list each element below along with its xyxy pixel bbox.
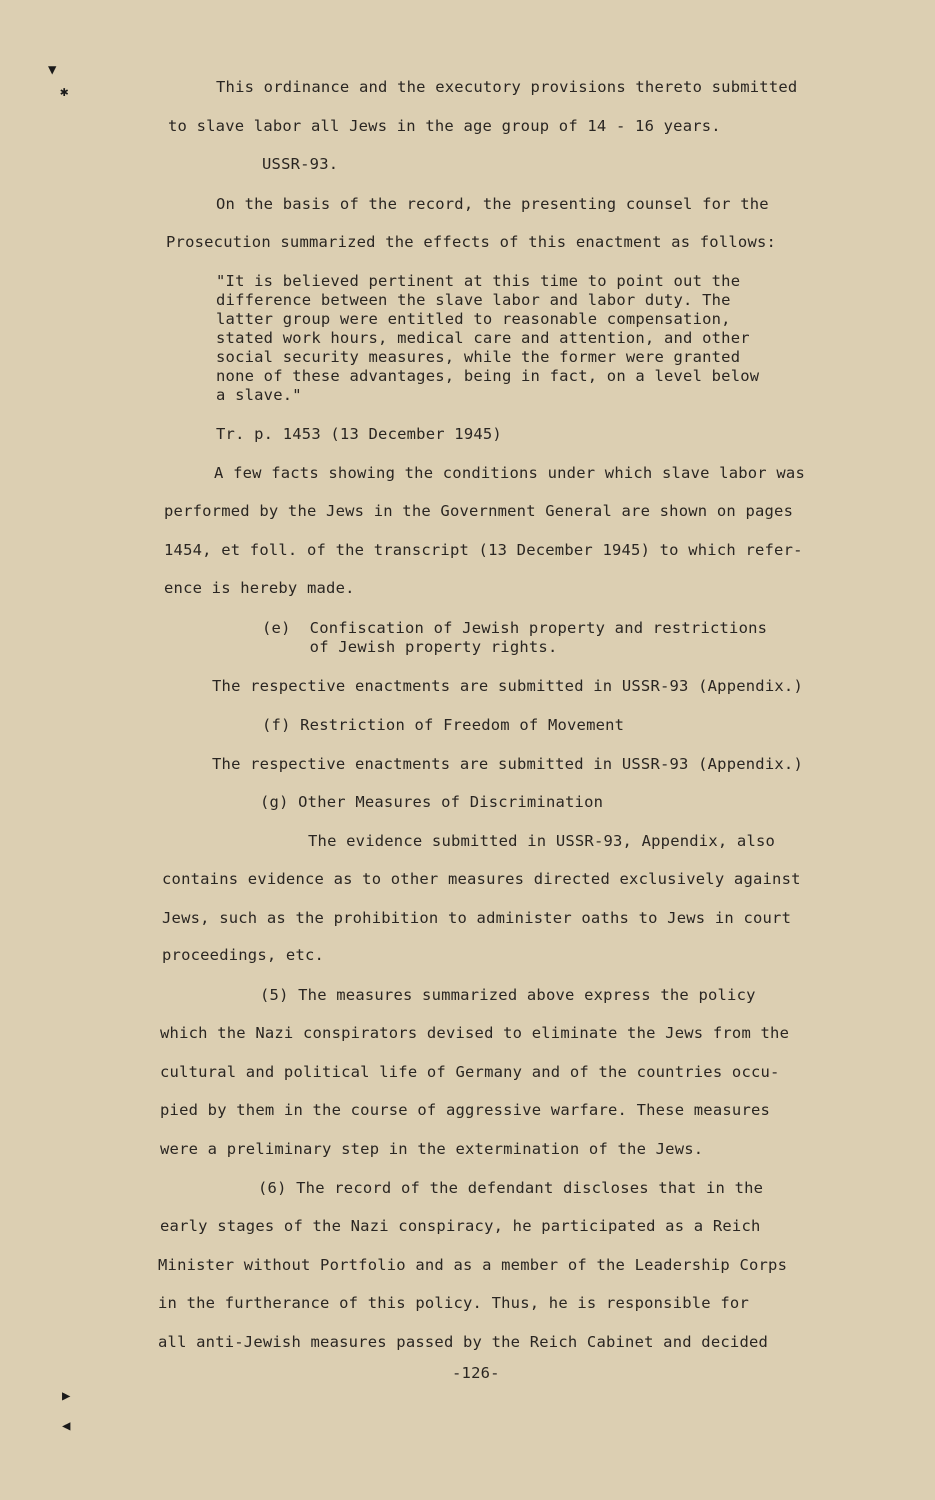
section-g-heading: (g) Other Measures of Discrimination <box>260 793 604 811</box>
page-number: -126- <box>452 1364 500 1382</box>
paragraph-6-line-3: Minister without Portfolio and as a member of the Leadership Corps <box>158 1256 788 1274</box>
paragraph-5-line-4: pied by them in the course of aggressive warfare. These measures <box>160 1101 771 1119</box>
quote-line-4: stated work hours, medical care and attention, and other <box>216 329 750 347</box>
paragraph-5-line-1: (5) The measures summarized above express the policy <box>260 986 756 1004</box>
paragraph-1-line-2: to slave labor all Jews in the age group of 14 - 16 years. <box>168 117 721 135</box>
section-e-heading-line-1: (e) Confiscation of Jewish property and restrictions <box>262 619 768 637</box>
paragraph-2-line-2: Prosecution summarized the effects of this enactment as follows: <box>166 233 777 251</box>
paragraph-5-line-5: were a preliminary step in the extermination of the Jews. <box>160 1140 704 1158</box>
paragraph-3-line-2: performed by the Jews in the Government General are shown on pages <box>164 502 794 520</box>
paragraph-6-line-4: in the furtherance of this policy. Thus, he is responsible for <box>158 1294 749 1312</box>
quote-line-3: latter group were entitled to reasonable compensation, <box>216 310 731 328</box>
paragraph-6-line-1: (6) The record of the defendant discloses that in the <box>258 1179 764 1197</box>
paragraph-5-line-2: which the Nazi conspirators devised to eliminate the Jews from the <box>160 1024 790 1042</box>
transcript-reference: Tr. p. 1453 (13 December 1945) <box>216 425 502 443</box>
quote-line-7: a slave." <box>216 386 302 404</box>
quote-line-5: social security measures, while the former were granted <box>216 348 741 366</box>
section-f-heading: (f) Restriction of Freedom of Movement <box>262 716 625 734</box>
paragraph-1-line-1: This ordinance and the executory provisions thereto submitted <box>216 78 798 96</box>
paragraph-3-line-3: 1454, et foll. of the transcript (13 December 1945) to which refer- <box>164 541 803 559</box>
section-g-line-3: Jews, such as the prohibition to administer oaths to Jews in court <box>162 909 792 927</box>
paragraph-2-line-1: On the basis of the record, the presenting counsel for the <box>216 195 769 213</box>
section-e-text: The respective enactments are submitted in USSR-93 (Appendix.) <box>212 677 803 695</box>
section-g-line-2: contains evidence as to other measures directed exclusively against <box>162 870 801 888</box>
quote-line-2: difference between the slave labor and labor duty. The <box>216 291 731 309</box>
section-g-line-1: The evidence submitted in USSR-93, Appendix, also <box>308 832 776 850</box>
margin-mark-top-1: ▼ <box>48 62 57 78</box>
reference-ussr-93: USSR-93. <box>262 155 339 173</box>
section-e-heading-line-2: of Jewish property rights. <box>262 638 558 656</box>
paragraph-6-line-2: early stages of the Nazi conspiracy, he participated as a Reich <box>160 1217 761 1235</box>
paragraph-3-line-4: ence is hereby made. <box>164 579 355 597</box>
margin-mark-bottom-1: ▶ <box>62 1388 71 1404</box>
section-f-text: The respective enactments are submitted in USSR-93 (Appendix.) <box>212 755 803 773</box>
paragraph-6-line-5: all anti-Jewish measures passed by the Reich Cabinet and decided <box>158 1333 769 1351</box>
margin-mark-bottom-2: ◀ <box>62 1418 71 1434</box>
margin-mark-top-2: ✱ <box>60 84 69 100</box>
paragraph-3-line-1: A few facts showing the conditions under which slave labor was <box>214 464 805 482</box>
quote-line-1: "It is believed pertinent at this time to point out the <box>216 272 741 290</box>
section-g-line-4: proceedings, etc. <box>162 946 325 964</box>
quote-line-6: none of these advantages, being in fact, on a level below <box>216 367 760 385</box>
paragraph-5-line-3: cultural and political life of Germany and of the countries occu- <box>160 1063 780 1081</box>
